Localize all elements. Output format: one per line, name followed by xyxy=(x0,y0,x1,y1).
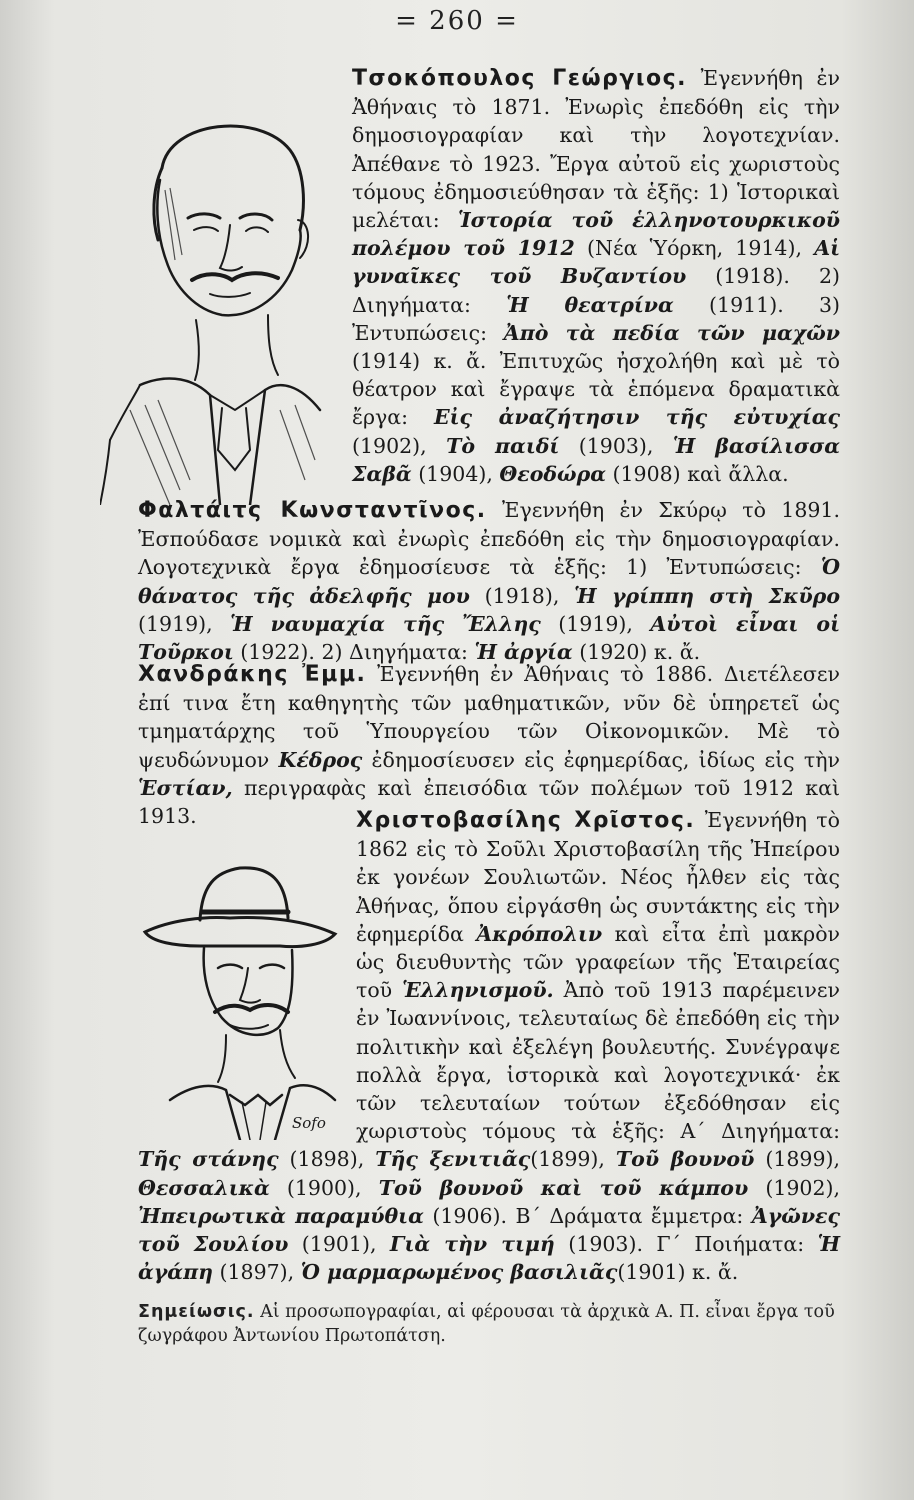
entry-title: Ἑλληνισμοῦ. xyxy=(402,978,554,1003)
entry-text: (1922). 2) Διηγήματα: xyxy=(233,640,475,665)
entry-text: (1899), xyxy=(754,1147,841,1172)
entry-text: (1900), xyxy=(269,1175,379,1200)
entry-name: Χριστοβασίλης Χρῖστος. xyxy=(356,808,696,833)
portrait-signature: Sofo xyxy=(292,1114,326,1132)
entry-title: Γιὰ τὴν τιμή xyxy=(389,1232,555,1257)
entry-text: (1901), xyxy=(288,1232,390,1257)
entry-text: περιγραφὰς καὶ ἐπεισόδια τῶν πολέμων τοῦ 1912 καὶ 1913. xyxy=(138,775,840,829)
entry-text: Ἐγεννήθη τὸ 1862 εἰς τὸ Σοῦλι Χριστοβασίλη τῆς Ἠπείρου ἐκ γονέων Σουλιωτῶν. Νέος ἦλθεν εἰς τὰς Ἀθήνας, ὅπου εἰργάσθη ὡς συντάκτης εἰς τὴν ἐφημερίδα xyxy=(356,808,840,946)
entry-title: Ἡ γρίππη στὴ Σκῦρο xyxy=(574,583,840,608)
entry-title: Θεσσαλικὰ xyxy=(138,1175,270,1200)
entry-title: Ἀπὸ τὰ πεδία τῶν μαχῶν xyxy=(503,320,841,345)
entry-text: (1918). 2) Διηγήματα: xyxy=(352,264,840,317)
entry-name: Τσοκόπουλος Γεώργιος. xyxy=(352,66,687,91)
entry-text: (1899), xyxy=(530,1147,616,1172)
entry-title: Ἡ θεατρίνα xyxy=(506,292,674,317)
entry-text: (1902), xyxy=(748,1175,840,1200)
entry-chandrakis xyxy=(138,660,840,830)
entry-title: Αἱ γυναῖκες τοῦ Βυζαντίου xyxy=(352,236,841,289)
entry-title: Ἀγῶνες τοῦ Σουλίου xyxy=(138,1203,840,1257)
entry-text: Ἐγεννήθη ἐν Σκύρῳ τὸ 1891. Ἐσπούδασε νομικὰ καὶ ἐνωρὶς ἐπεδόθη εἰς τὴν δημοσιογραφίαν. Λογοτεχνικὰ ἔργα ἐδημοσίευσε τὰ ἑξῆς: 1) Ἐντυπώσεις: xyxy=(138,498,840,580)
entry-title: Ἡ ἀργία xyxy=(474,640,573,665)
entry-tsokopoulos xyxy=(138,64,840,522)
entry-text: Ἐγεννήθη ἐν Ἀθήναις τὸ 1871. Ἐνωρὶς ἐπεδόθη εἰς τὴν δημοσιογραφίαν καὶ τὴν λογοτεχνίαν. Ἀπέθανε τὸ 1923. Ἔργα αὐτοῦ εἰς χωριστοὺς τόμους ἐδημοσιεύθησαν τὰ ἑξῆς: 1) Ἱστορικαὶ μελέται: xyxy=(352,66,841,233)
entry-title: Ὁ θάνατος τῆς ἀδελφῆς μου xyxy=(138,555,840,608)
entry-text: (1901) κ. ἄ. xyxy=(617,1260,739,1285)
entry-title: Ὁ μαρμαρωμένος βασιλιᾶς xyxy=(300,1260,618,1285)
entry-text: (1920) κ. ἄ. xyxy=(572,640,701,665)
entry-text: (1911). 3) Ἐντυπώσεις: xyxy=(352,292,841,345)
entry-title: Ἡ ναυμαχία τῆς Ἔλλης xyxy=(230,611,541,636)
entry-title: Ἠπειρωτικὰ παραμύθια xyxy=(138,1203,424,1228)
entry-title: Τῆς στάνης xyxy=(138,1147,279,1172)
entry-text: (1914) κ. ἄ. Ἐπιτυχῶς ἠσχολήθη καὶ μὲ τὸ θέατρον καὶ ἔγραψε τὰ ἑπόμενα δραματικὰ ἔργα: xyxy=(352,349,840,430)
footnote-label: Σημείωσις. xyxy=(138,1302,255,1322)
entry-title: Ἱστορία τοῦ ἑλληνοτουρκικοῦ πολέμου τοῦ 1912 xyxy=(352,208,840,261)
entry-christovasilis xyxy=(138,806,840,1286)
entry-faltaits xyxy=(138,496,840,666)
entry-name: Φαλτάιτς Κωνσταντῖνος. xyxy=(138,498,487,523)
entry-text: (Νέα Ὑόρκη, 1914), xyxy=(574,236,815,261)
entry-text: (1898), xyxy=(278,1147,376,1172)
entry-text: (1918), xyxy=(469,583,575,608)
page-number: = 260 = xyxy=(395,6,519,36)
entry-title: Ἡ ἀγάπη xyxy=(138,1232,840,1285)
entry-text: ἐδημοσίευσεν εἰς ἐφημερίδας, ἰδίως εἰς τὴν xyxy=(362,747,840,772)
entry-title: Ἡ βασίλισσα Σαβᾶ xyxy=(352,433,841,486)
entry-text: καὶ εἶτα ἐπὶ μακρὸν ὡς διευθυντὴς τῶν γραφείων τῆς Ἑταιρείας τοῦ xyxy=(356,921,841,1003)
footnote-text: Αἱ προσωπογραφίαι, αἱ φέρουσαι τὰ ἀρχικὰ Α. Π. εἶναι ἔργα τοῦ ζωγράφου Ἀντωνίου Πρωτοπάτση. xyxy=(138,1302,835,1346)
entry-text: (1897), xyxy=(213,1260,301,1285)
entry-title: Τὸ παιδί xyxy=(446,433,560,458)
entry-text: (1919), xyxy=(540,611,651,636)
entry-title: Τοῦ βουνοῦ xyxy=(615,1147,755,1172)
entry-text: (1902), xyxy=(352,433,447,458)
entry-title: Θεοδώρα xyxy=(499,461,606,486)
entry-text: Ἀπὸ τοῦ 1913 παρέμεινεν ἐν Ἰωαννίνοις, τελευταίως δὲ ἐπεδόθη εἰς τὴν πολιτικὴν καὶ ἐξελέγη βουλευτής. Συνέγραψε πολλὰ ἔργα, ἱστορικὰ καὶ λογοτεχνικά· ἐκ τῶν τελευταίων τούτων ἐξεδόθησαν εἰς χωριστοὺς τόμους τὰ ἑξῆς: Α΄ Διηγήματα: xyxy=(356,978,840,1144)
entry-name: Χανδράκης Ἐμμ. xyxy=(138,662,367,687)
entry-text: (1919), xyxy=(138,611,231,636)
entry-text: (1904), xyxy=(411,461,500,486)
entry-text: (1903). Γ΄ Ποιήματα: xyxy=(554,1232,818,1257)
entry-title: Τῆς ξενιτιᾶς xyxy=(375,1147,531,1172)
entry-title: Ἑστίαν, xyxy=(138,775,233,800)
entry-text: (1908) καὶ ἄλλα. xyxy=(606,461,789,486)
entry-text: (1906). Β΄ Δράματα ἔμμετρα: xyxy=(423,1203,752,1228)
entry-text: (1903), xyxy=(559,433,673,458)
entry-title: Τοῦ βουνοῦ καὶ τοῦ κάμπου xyxy=(378,1175,749,1200)
footnote xyxy=(138,1300,858,1348)
entry-title: Αὐτοὶ εἶναι οἱ Τοῦρκοι xyxy=(138,611,840,665)
entry-text: Ἐγεννήθη ἐν Ἀθήναις τὸ 1886. Διετέλεσεν ἐπί τινα ἔτη καθηγητὴς τῶν μαθηματικῶν, νῦν δὲ ὑπηρετεῖ ὡς τμηματάρχης τοῦ Ὑπουργείου τῶν Οἰκονομικῶν. Μὲ τὸ ψευδώνυμον xyxy=(138,662,840,772)
entry-title: Κέδρος xyxy=(278,747,363,772)
entry-title: Ἀκρόπολιν xyxy=(476,921,603,946)
entry-title: Εἰς ἀναζήτησιν τῆς εὐτυχίας xyxy=(434,405,841,430)
